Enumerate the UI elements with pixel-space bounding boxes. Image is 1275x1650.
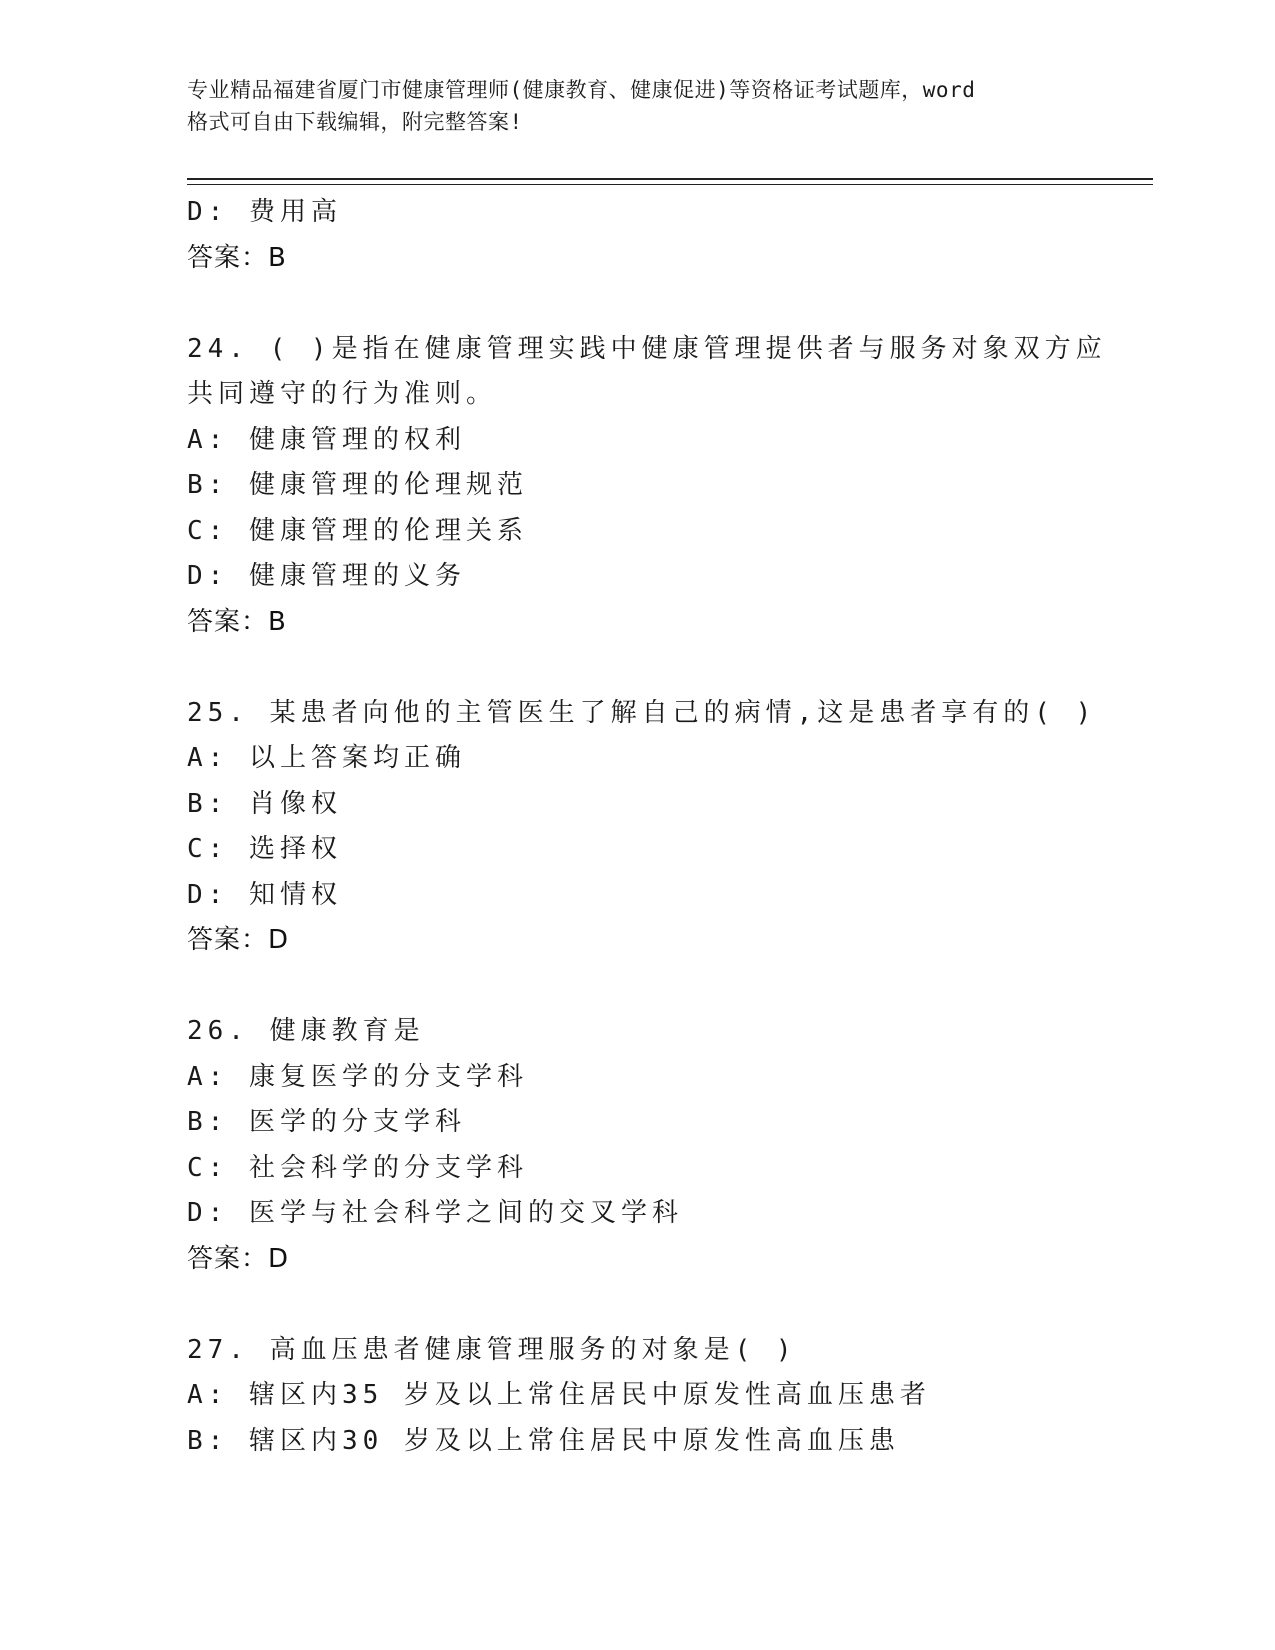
- question-block: [187, 327, 1153, 646]
- question-block: [187, 1328, 1153, 1465]
- question-stem: 26. 健康教育是: [187, 1016, 425, 1046]
- answer-line: 答案：B: [187, 242, 287, 273]
- question-block: [187, 1009, 1153, 1282]
- option-d: D: 健康管理的义务: [187, 561, 466, 591]
- answer-line: 答案：B: [187, 606, 287, 637]
- option-c: C: 选择权: [187, 834, 342, 864]
- question-stem-continued: 共同遵守的行为准则。: [187, 379, 498, 409]
- option-b: B: 肖像权: [187, 788, 342, 819]
- option-b: B: 健康管理的伦理规范: [187, 470, 528, 500]
- question-block: [187, 190, 1153, 281]
- document-header: [187, 74, 1087, 138]
- option-c: C: 健康管理的伦理关系: [187, 515, 528, 546]
- header-divider-thin: [187, 184, 1153, 185]
- option-d: D: 知情权: [187, 879, 342, 910]
- question-list: [187, 190, 1153, 1464]
- option-c: C: 社会科学的分支学科: [187, 1152, 528, 1183]
- option-a: A: 健康管理的权利: [187, 424, 466, 455]
- option-a: A: 辖区内35 岁及以上常住居民中原发性高血压患者: [187, 1380, 931, 1410]
- header-line-2: 格式可自由下载编辑，附完整答案!: [187, 110, 523, 134]
- question-block: [187, 691, 1153, 964]
- answer-line: 答案：D: [187, 1243, 290, 1274]
- option-a: A: 康复医学的分支学科: [187, 1061, 528, 1092]
- option-d: D: 医学与社会科学之间的交叉学科: [187, 1198, 683, 1228]
- option-a: A: 以上答案均正确: [187, 743, 466, 773]
- answer-line: 答案：D: [187, 925, 290, 955]
- question-stem: 24. ( )是指在健康管理实践中健康管理提供者与服务对象双方应: [187, 333, 1107, 364]
- option-d: D: 费用高: [187, 197, 342, 227]
- header-line-1: 专业精品福建省厦门市健康管理师(健康教育、健康促进)等资格证考试题库，word: [187, 78, 976, 102]
- option-b: B: 辖区内30 岁及以上常住居民中原发性高血压患: [187, 1425, 900, 1456]
- question-stem: 27. 高血压患者健康管理服务的对象是( ): [187, 1334, 797, 1365]
- option-b: B: 医学的分支学科: [187, 1107, 466, 1137]
- header-divider-thick: [187, 178, 1153, 180]
- question-stem: 25. 某患者向他的主管医生了解自己的病情,这是患者享有的( ): [187, 697, 1097, 728]
